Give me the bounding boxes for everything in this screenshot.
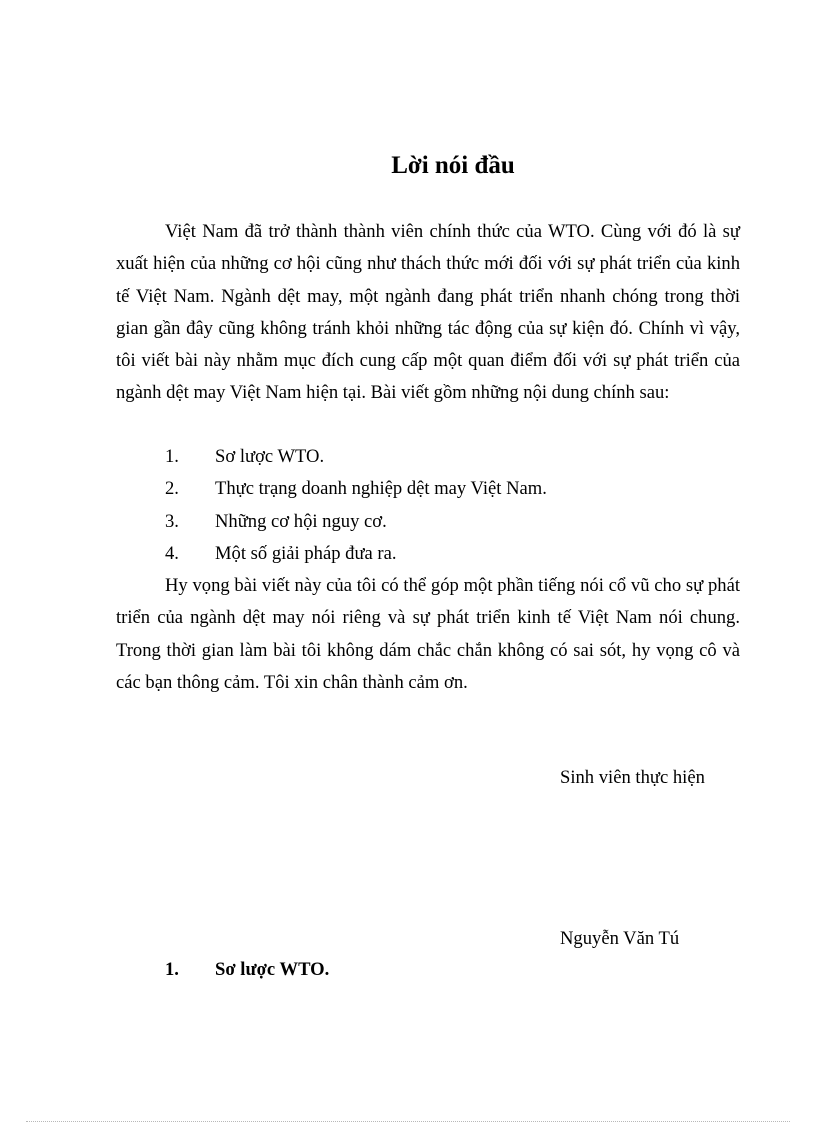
contents-list [165,441,547,570]
closing-paragraph [116,570,740,699]
page-title: Lời nói đầu [391,151,515,179]
list-item-number: 4. [165,542,179,564]
section-heading [165,956,329,984]
intro-paragraph [116,216,740,410]
list-item [165,473,547,505]
page-break-divider [26,1121,790,1122]
section-heading-number: 1. [165,959,179,980]
list-item-text: Một số giải pháp đưa ra. [215,542,397,564]
list-item-text: Những cơ hội nguy cơ. [215,510,387,532]
list-item-number: 2. [165,478,179,500]
signature-name: Nguyễn Văn Tú [560,928,680,949]
list-item-number: 3. [165,510,179,532]
section-heading-text: Sơ lược WTO. [215,959,330,980]
intro-paragraph-text: Việt Nam đã trở thành thành viên chính thức của WTO. Cùng với đó là sự xuất hiện của những cơ hội cũng như thách thức mới đối với sự phát triển của kinh tế Việt Nam. Ngành dệt may, một ngành đang phát triển nhanh chóng trong thời gian gần đây cũng không tránh khỏi những tác động của sự kiện đó. Chính vì vậy, tôi viết bài này nhằm mục đích cung cấp một quan điểm đối với sự phát triển của ngành dệt may Việt Nam hiện tại. Bài viết gồm những nội dung chính sau: [116,221,740,404]
list-item [165,441,547,473]
list-item-text: Thực trạng doanh nghiệp dệt may Việt Nam. [215,478,547,500]
signature-role: Sinh viên thực hiện [560,767,705,788]
list-item [165,506,547,538]
list-item-number: 1. [165,446,179,467]
list-item [165,538,547,570]
list-item-text: Sơ lược WTO. [215,446,325,467]
closing-paragraph-text: Hy vọng bài viết này của tôi có thể góp một phần tiếng nói cổ vũ cho sự phát triển của ngành dệt may nói riêng và sự phát triển kinh tế Việt Nam nói chung. Trong thời gian làm bài tôi không dám chắc chắn không có sai sót, hy vọng cô và các bạn thông cảm. Tôi xin chân thành cảm ơn. [116,575,740,693]
